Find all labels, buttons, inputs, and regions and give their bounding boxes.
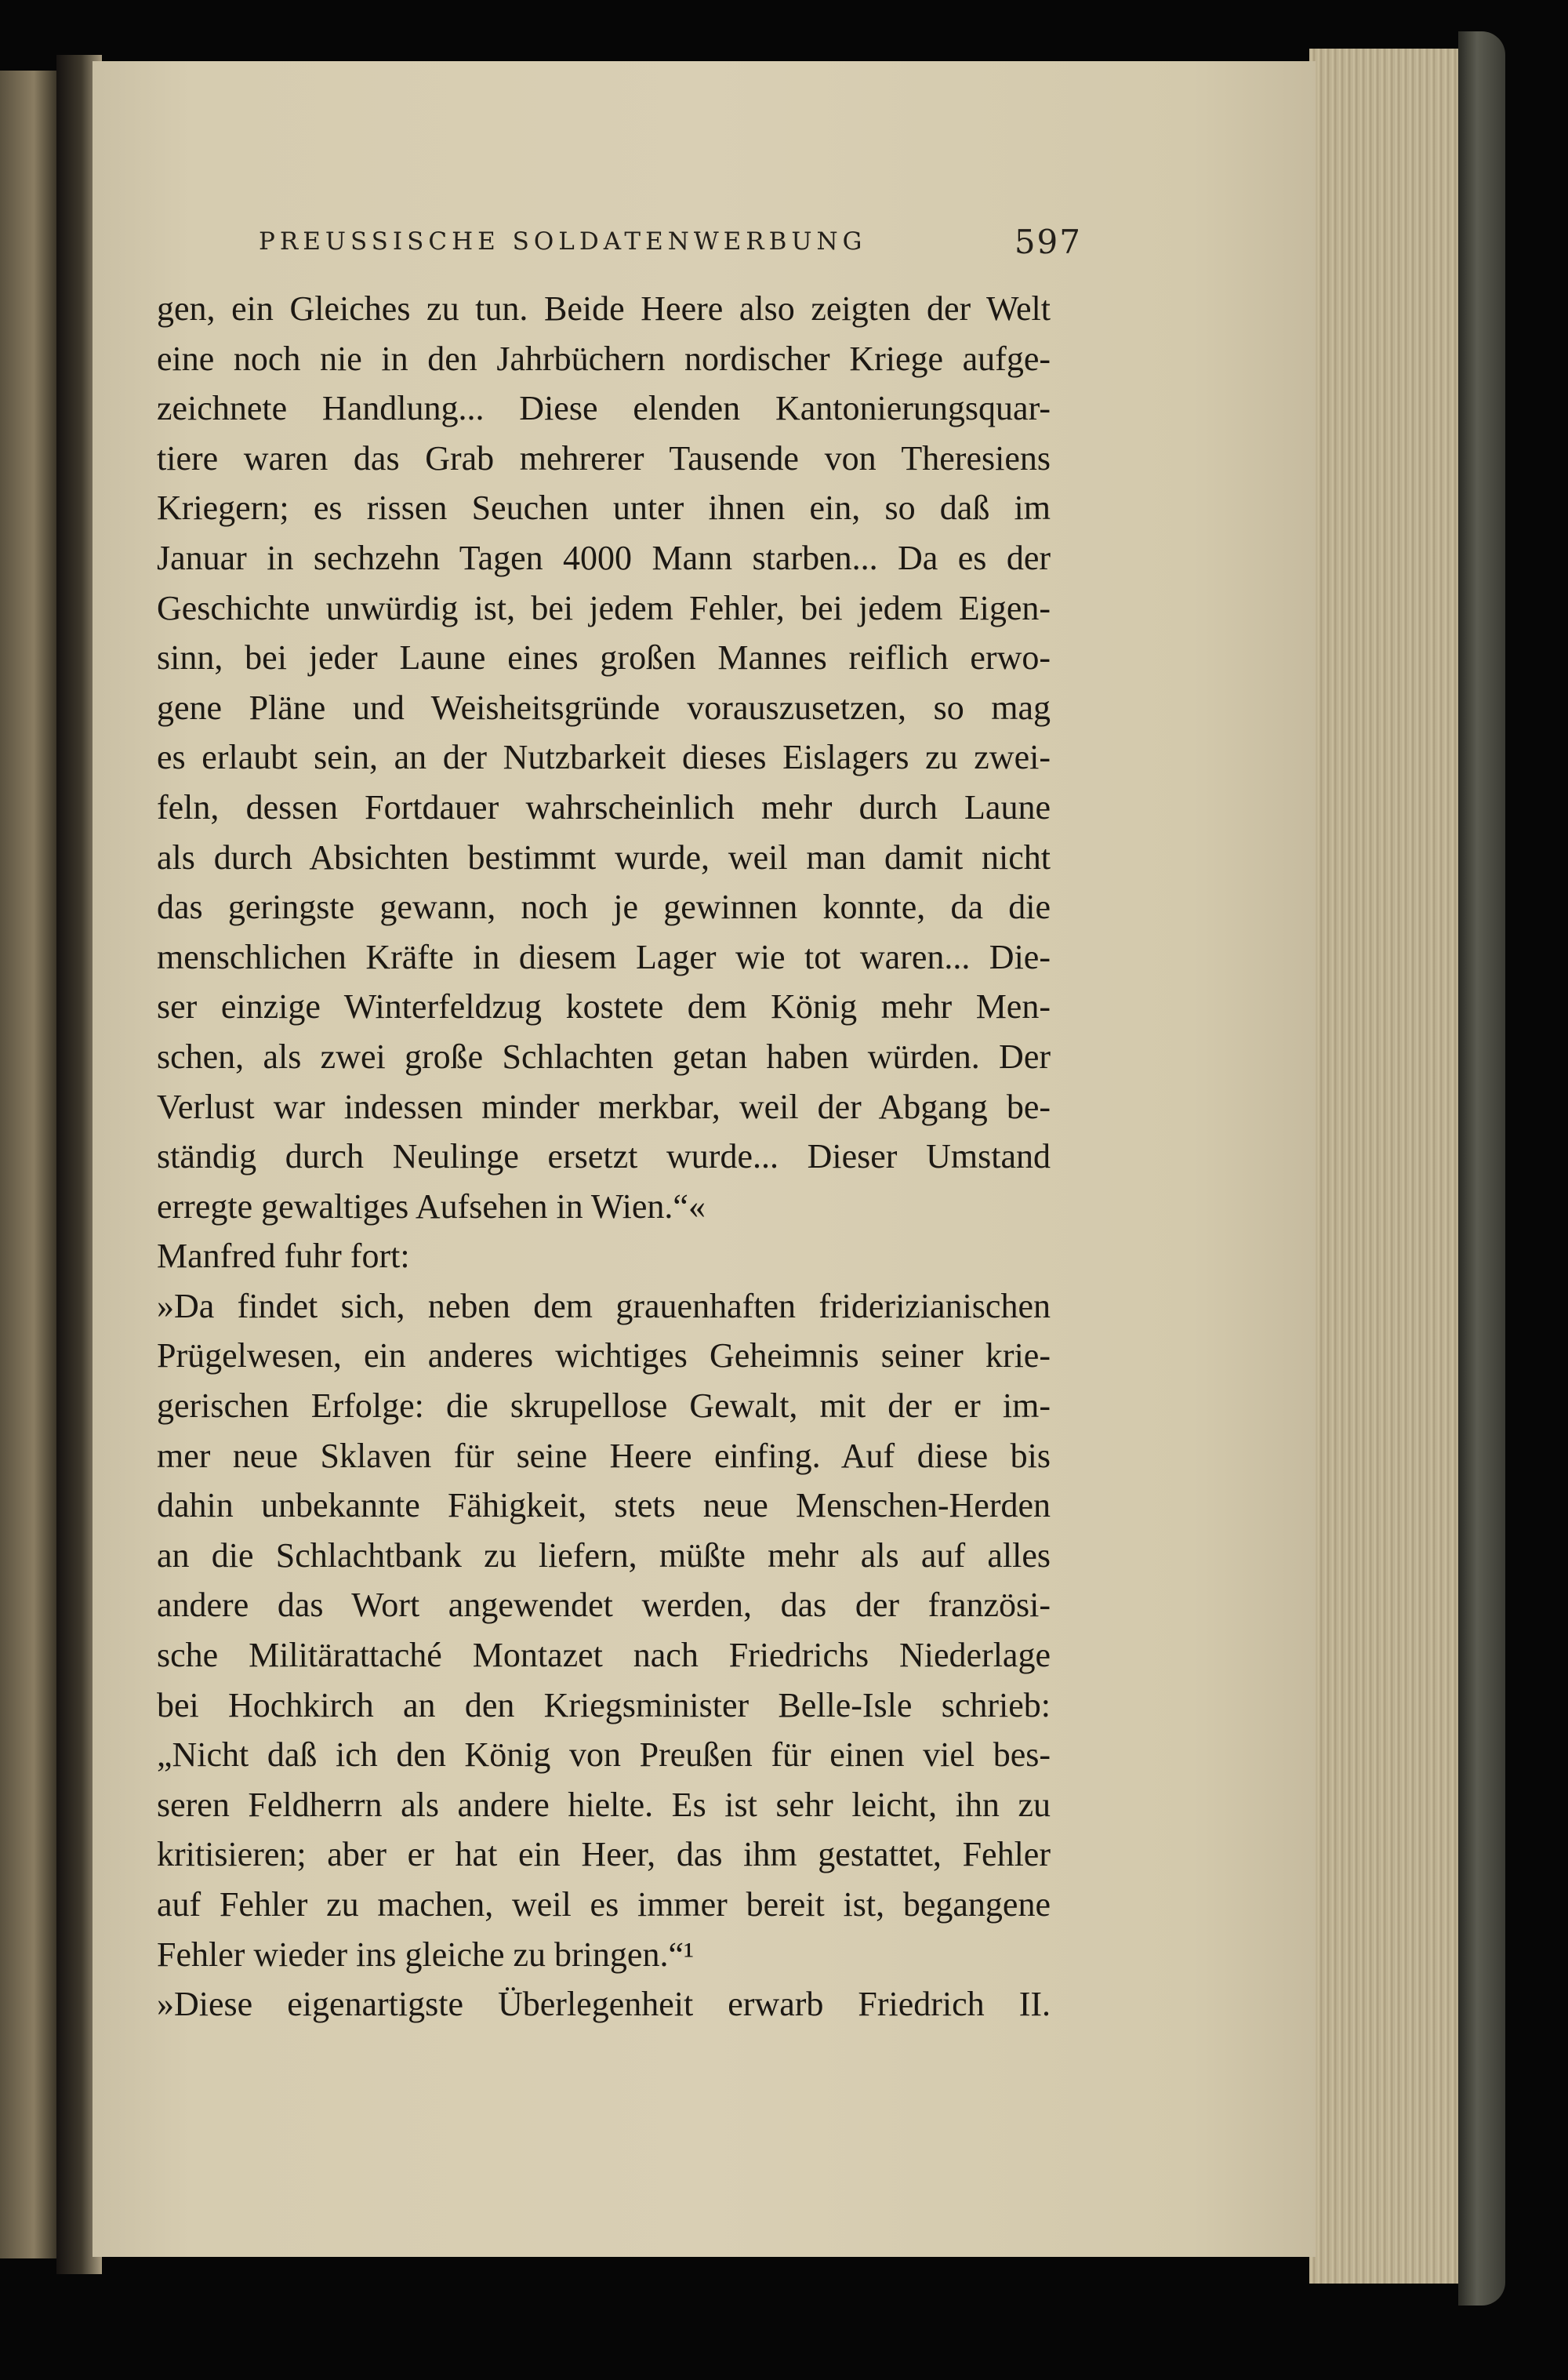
text-line: „Nicht daß ich den König von Preußen für einen viel bes- — [157, 1735, 1051, 1775]
text-line: eine noch nie in den Jahrbüchern nordischer Kriege aufge- — [157, 339, 1051, 378]
text-line: gen, ein Gleiches zu tun. Beide Heere also zeigten der Welt — [157, 289, 1051, 328]
text-line: seren Feldherrn als andere hielte. Es ist sehr leicht, ihn zu — [157, 1785, 1051, 1824]
text-line: »Da findet sich, neben dem grauenhaften friderizianischen — [157, 1286, 1051, 1325]
book-cover-edge — [1458, 31, 1505, 2306]
text-line: gerischen Erfolge: die skrupellose Gewalt, mit der er im- — [157, 1386, 1051, 1426]
text-line: sche Militärattaché Montazet nach Friedrichs Niederlage — [157, 1636, 1051, 1675]
text-line: Kriegern; es rissen Seuchen unter ihnen ein, so daß im — [157, 489, 1051, 528]
paragraph-end-line: Fehler wieder ins gleiche zu bringen.“¹ — [157, 1935, 695, 1974]
text-line: bei Hochkirch an den Kriegsminister Belle-Isle schrieb: — [157, 1685, 1051, 1724]
text-line: Januar in sechzehn Tagen 4000 Mann starben... Da es der — [157, 538, 1051, 577]
text-line: ser einzige Winterfeldzug kostete dem König mehr Men- — [157, 987, 1051, 1026]
running-title: PREUSSISCHE SOLDATENWERBUNG — [259, 227, 867, 256]
text-line: andere das Wort angewendet werden, das der französi- — [157, 1586, 1051, 1625]
text-line: Geschichte unwürdig ist, bei jedem Fehler, bei jedem Eigen- — [157, 588, 1051, 627]
text-line: das geringste gewann, noch je gewinnen konnte, da die — [157, 888, 1051, 927]
page-block-edges — [1309, 49, 1466, 2284]
text-line: tiere waren das Grab mehrerer Tausende von Theresiens — [157, 438, 1051, 478]
text-line: mer neue Sklaven für seine Heere einfing. Auf diese bis — [157, 1436, 1051, 1475]
text-line: feln, dessen Fortdauer wahrscheinlich mehr durch Laune — [157, 787, 1051, 827]
text-line: kritisieren; aber er hat ein Heer, das ihm gestattet, Fehler — [157, 1835, 1051, 1874]
body-text — [157, 284, 1051, 2029]
text-line: Prügelwesen, ein anderes wichtiges Geheimnis seiner krie- — [157, 1336, 1051, 1375]
text-line: an die Schlachtbank zu liefern, müßte mehr als auf alles — [157, 1535, 1051, 1575]
text-line: es erlaubt sein, an der Nutzbarkeit dieses Eislagers zu zwei- — [157, 738, 1051, 777]
text-line: sinn, bei jeder Laune eines großen Mannes reiflich erwo- — [157, 638, 1051, 678]
text-line: ständig durch Neulinge ersetzt wurde... Dieser Umstand — [157, 1137, 1051, 1176]
paragraph-end-line: erregte gewaltiges Aufsehen in Wien.“« — [157, 1186, 706, 1226]
text-line: dahin unbekannte Fähigkeit, stets neue Menschen-Herden — [157, 1486, 1051, 1525]
text-line: auf Fehler zu machen, weil es immer bereit ist, begangene — [157, 1885, 1051, 1924]
facing-page-edge — [0, 71, 56, 2258]
text-line: gene Pläne und Weisheitsgründe vorauszusetzen, so mag — [157, 688, 1051, 727]
text-line: als durch Absichten bestimmt wurde, weil man damit nicht — [157, 838, 1051, 877]
text-line: schen, als zwei große Schlachten getan haben würden. Der — [157, 1037, 1051, 1076]
page-number: 597 — [1014, 223, 1082, 261]
text-line: Verlust war indessen minder merkbar, weil der Abgang be- — [157, 1087, 1051, 1126]
text-line: menschlichen Kräfte in diesem Lager wie tot waren... Die- — [157, 937, 1051, 976]
text-line: »Diese eigenartigste Überlegenheit erwarb Friedrich II. — [157, 1985, 1051, 2024]
running-header — [259, 223, 1082, 274]
paragraph-line: Manfred fuhr fort: — [157, 1237, 410, 1276]
text-line: zeichnete Handlung... Diese elenden Kantonierungsquar- — [157, 389, 1051, 428]
